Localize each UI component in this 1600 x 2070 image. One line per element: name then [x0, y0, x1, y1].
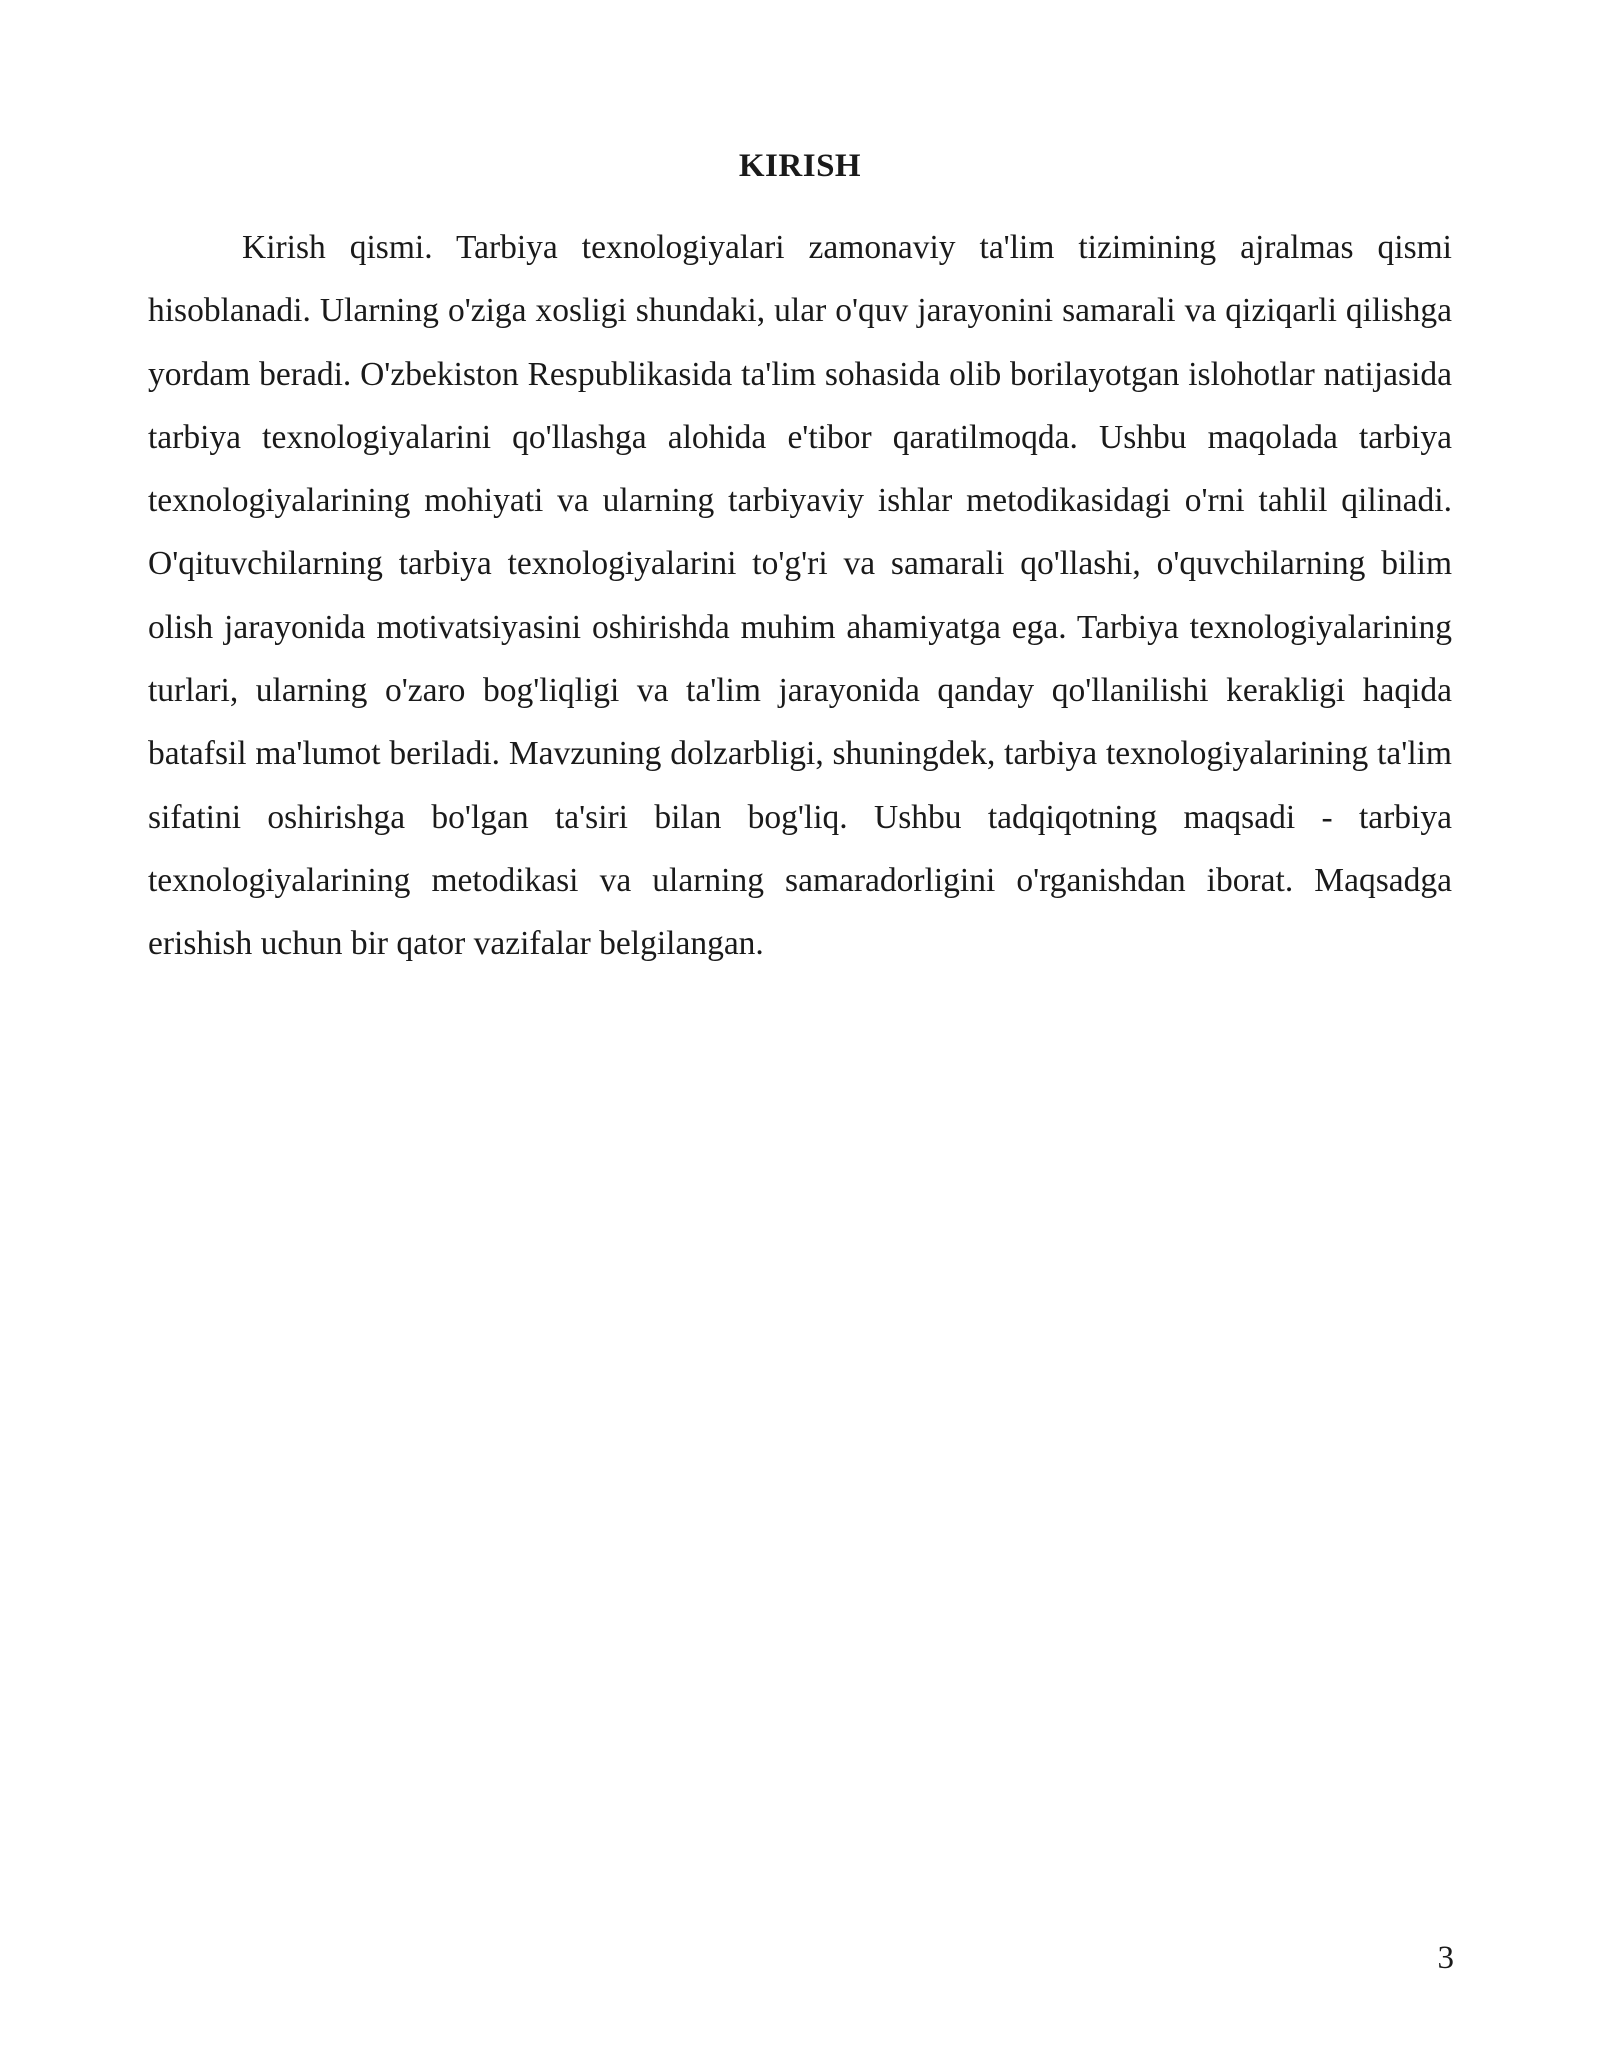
section-heading: KIRISH	[738, 148, 862, 184]
page-number: 3	[1437, 1940, 1454, 1976]
body-paragraph: Kirish qismi. Tarbiya texnologiyalari zamonaviy ta'lim tizimining ajralmas qismi hisoblanadi. Ularning o'ziga xosligi shundaki, ular o'quv jarayonini samarali va qiziqarli qilishga yordam beradi. O'zbekiston Respublikasida ta'lim sohasida olib borilayotgan islohotlar natijasida tarbiya texnologiyalarini qo'llashga alohida e'tibor qaratilmoqda. Ushbu maqolada tarbiya texnologiyalarining mohiyati va ularning tarbiyaviy ishlar metodikasidagi o'rni tahlil qilinadi. O'qituvchilarning tarbiya texnologiyalarini to'g'ri va samarali qo'llashi, o'quvchilarning bilim olish jarayonida motivatsiyasini oshirishda muhim ahamiyatga ega. Tarbiya texnologiyalarining turlari, ularning o'zaro bog'liqligi va ta'lim jarayonida qanday qo'llanilishi kerakligi haqida batafsil ma'lumot beriladi. Mavzuning dolzarbligi, shuningdek, tarbiya texnologiyalarining ta'lim sifatini oshirishga bo'lgan ta'siri bilan bog'liq. Ushbu tadqiqotning maqsadi - tarbiya texnologiyalarining metodikasi va ularning samaradorligini o'rganishdan iborat. Maqsadga erishish uchun bir qator vazifalar belgilangan.	[148, 229, 1452, 963]
